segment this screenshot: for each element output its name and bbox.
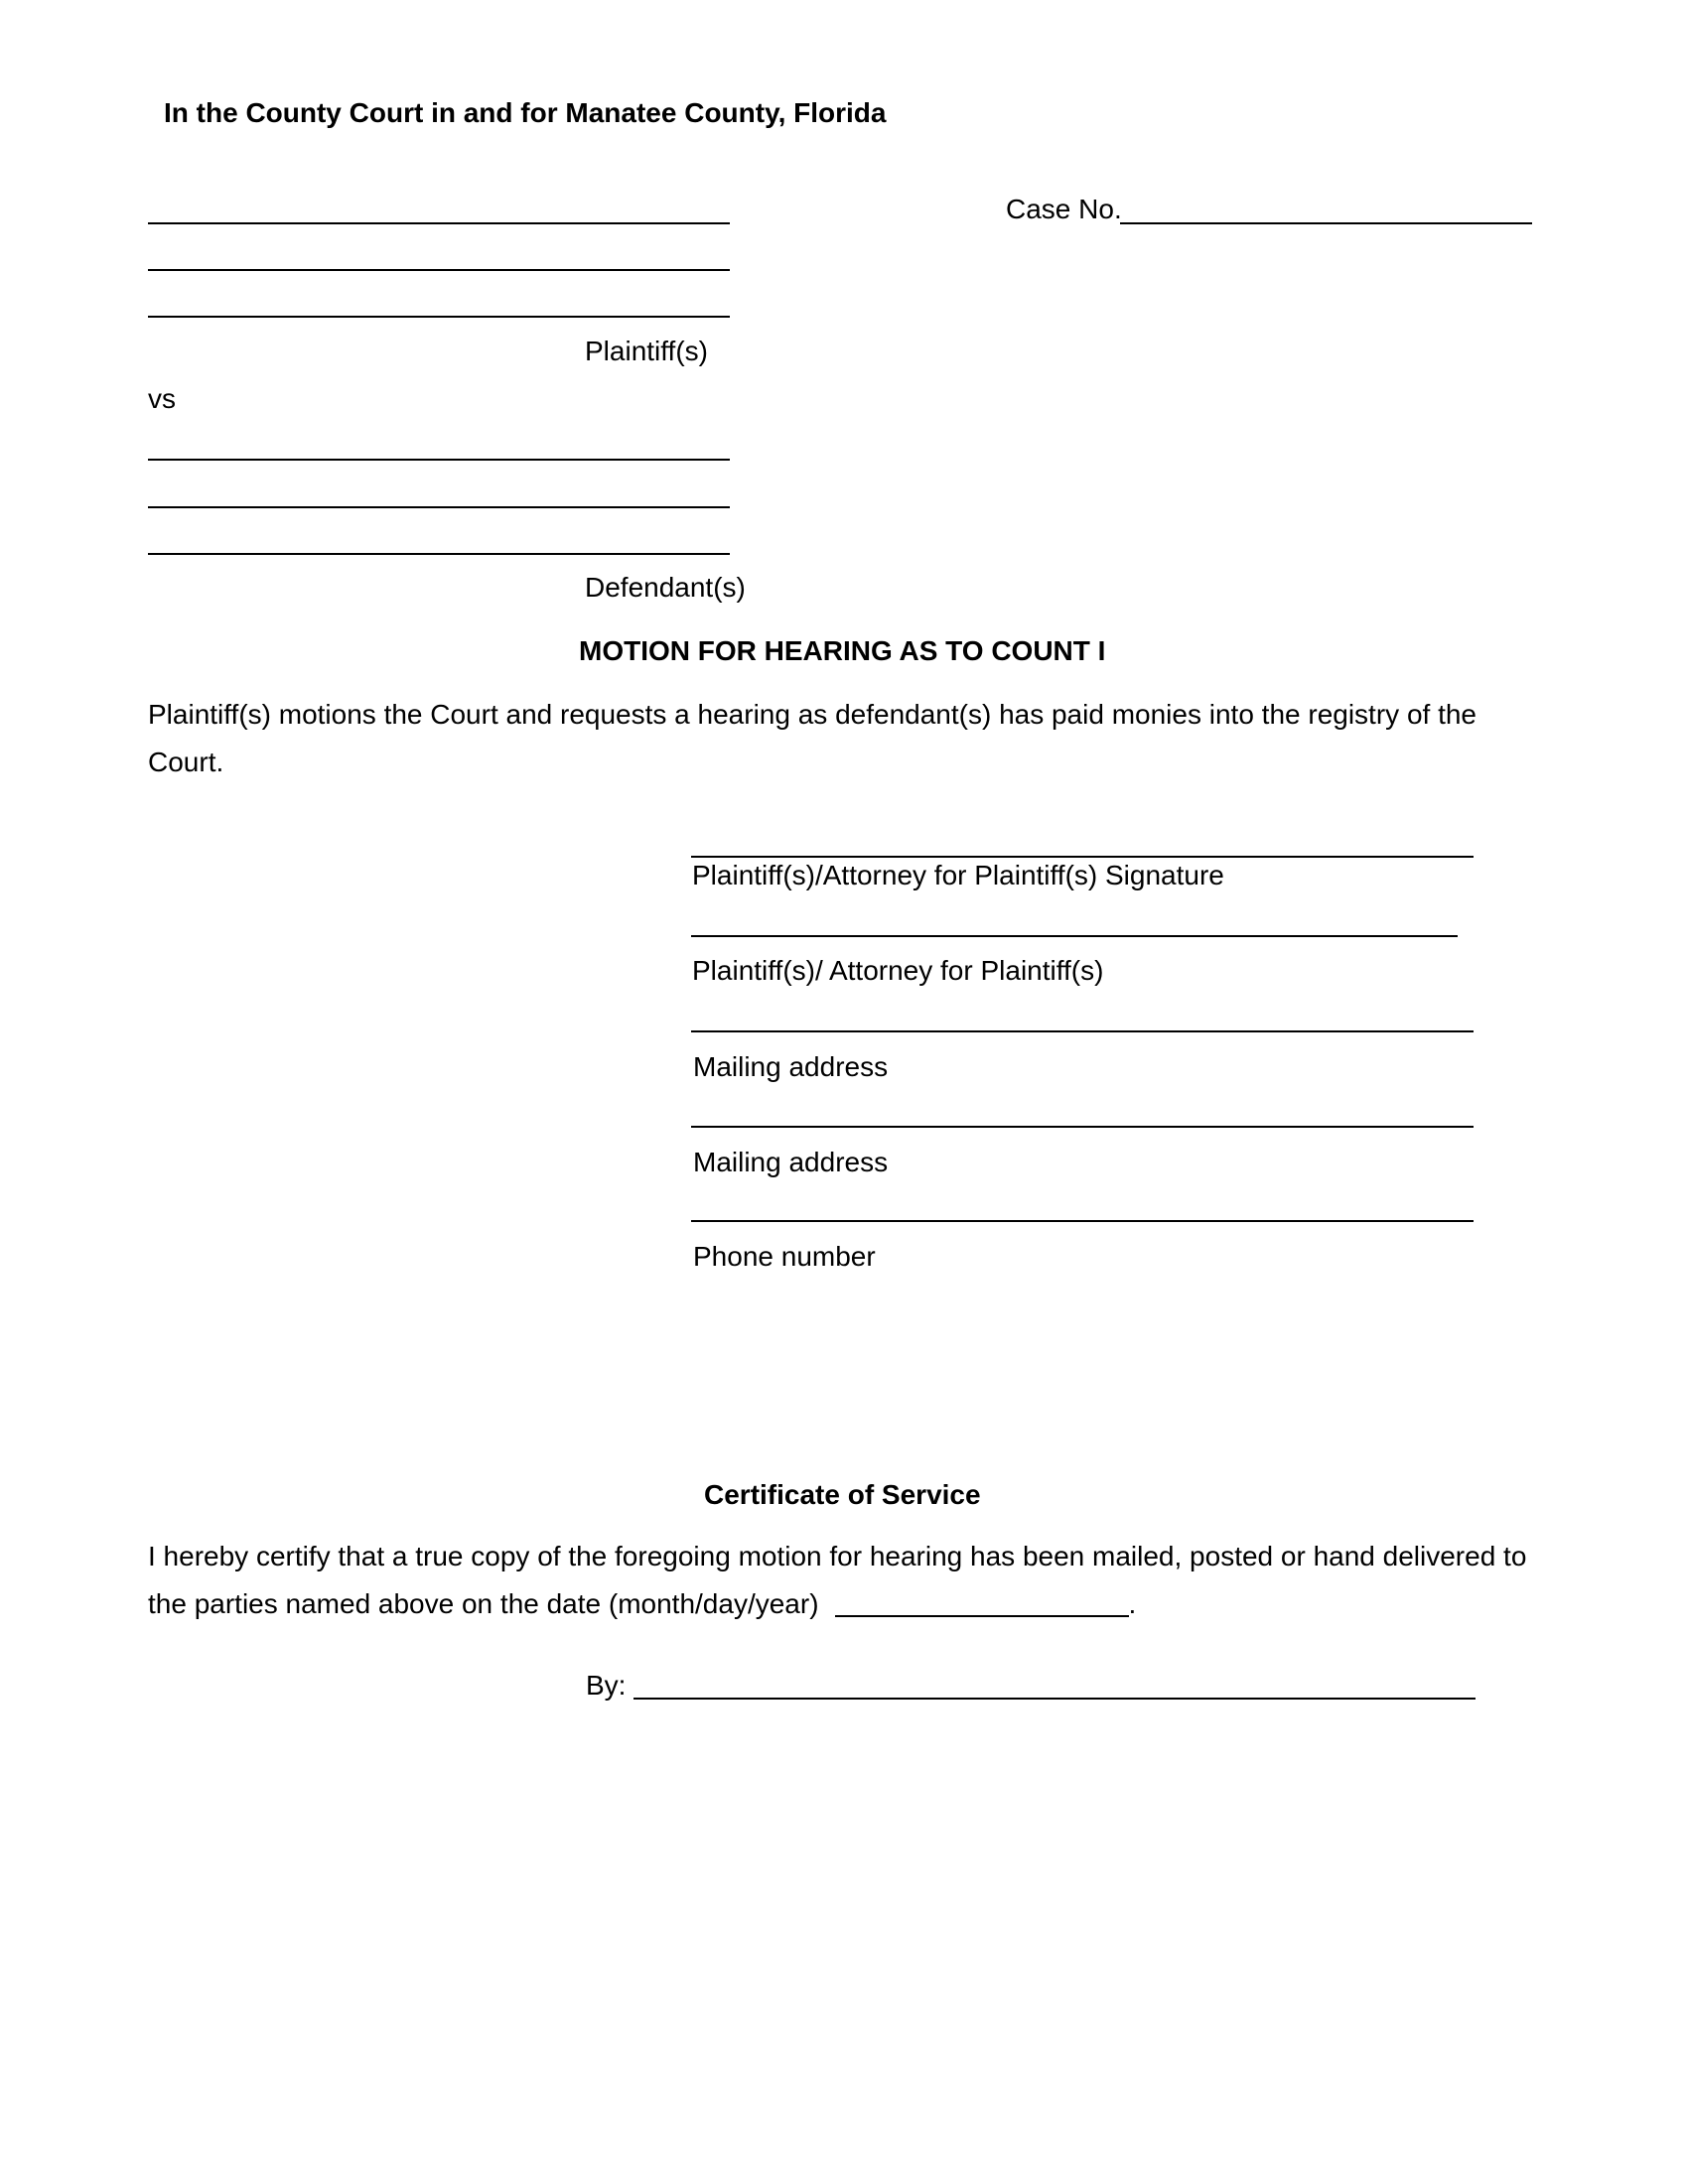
defendant-name-line-2[interactable] bbox=[148, 506, 730, 508]
mailing-address-label-2: Mailing address bbox=[693, 1147, 889, 1177]
plaintiff-name-line-1[interactable] bbox=[148, 222, 730, 224]
defendant-name-line-3[interactable] bbox=[148, 553, 730, 555]
certificate-body-line-2-row bbox=[148, 1580, 1526, 1628]
plaintiff-label: Plaintiff(s) bbox=[585, 336, 708, 366]
attorney-name-label: Plaintiff(s)/ Attorney for Plaintiff(s) bbox=[692, 955, 1104, 986]
signature-line[interactable] bbox=[691, 856, 1474, 858]
by-signature-line[interactable] bbox=[633, 1698, 1476, 1700]
case-number-field[interactable] bbox=[1120, 222, 1532, 224]
certificate-title: Certificate of Service bbox=[704, 1479, 981, 1510]
service-date-field[interactable] bbox=[835, 1589, 1129, 1617]
by-label: By: bbox=[586, 1670, 627, 1701]
motion-title: MOTION FOR HEARING AS TO COUNT I bbox=[579, 635, 1106, 666]
motion-body bbox=[148, 691, 1477, 786]
certificate-body-line-2: the parties named above on the date (month/day/year) bbox=[148, 1588, 819, 1619]
certificate-body-line-1: I hereby certify that a true copy of the foregoing motion for hearing has been mailed, posted or hand delivered to bbox=[148, 1541, 1527, 1571]
defendant-label: Defendant(s) bbox=[585, 572, 746, 603]
certificate-body bbox=[148, 1533, 1526, 1628]
plaintiff-name-line-2[interactable] bbox=[148, 269, 730, 271]
attorney-name-line[interactable] bbox=[691, 935, 1458, 937]
motion-body-line-1: Plaintiff(s) motions the Court and requests a hearing as defendant(s) has paid monies into the registry of the bbox=[148, 699, 1477, 730]
signature-label: Plaintiff(s)/Attorney for Plaintiff(s) Signature bbox=[692, 860, 1224, 890]
defendant-name-line-1[interactable] bbox=[148, 459, 730, 461]
versus-label: vs bbox=[148, 383, 176, 414]
mailing-address-line-2[interactable] bbox=[691, 1126, 1474, 1128]
phone-number-label: Phone number bbox=[693, 1241, 876, 1272]
case-number-label: Case No. bbox=[1006, 194, 1122, 224]
plaintiff-name-line-3[interactable] bbox=[148, 316, 730, 318]
mailing-address-label-1: Mailing address bbox=[693, 1051, 889, 1082]
court-heading: In the County Court in and for Manatee County, Florida bbox=[164, 97, 887, 128]
phone-number-line[interactable] bbox=[691, 1220, 1474, 1222]
motion-body-line-2: Court. bbox=[148, 747, 224, 777]
certificate-body-line-2-end: . bbox=[1128, 1588, 1137, 1619]
mailing-address-line-1[interactable] bbox=[691, 1030, 1474, 1032]
